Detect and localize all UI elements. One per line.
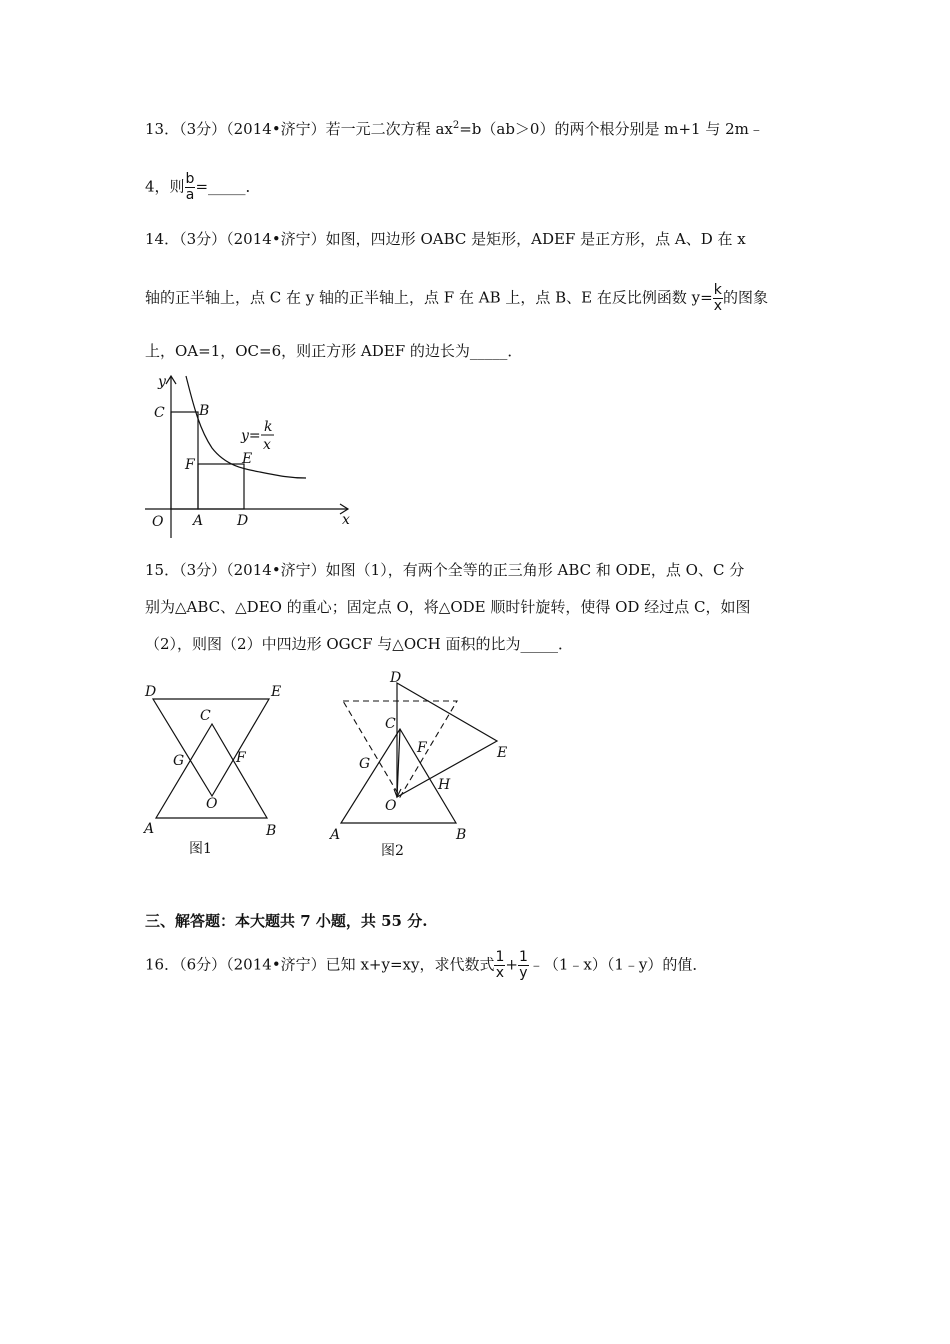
fig1-label-g: G xyxy=(173,753,185,769)
q14-line1 xyxy=(145,228,746,249)
q15-text-line1: 如图（1），有两个全等的正三角形 ABC 和 ODE，点 O、C 分 xyxy=(325,561,745,579)
q14-text-line1: 如图，四边形 OABC 是矩形，ADEF 是正方形，点 A、D 在 x xyxy=(325,230,746,248)
q16-f1-num: 1 xyxy=(495,949,505,965)
q13-end: ． xyxy=(245,177,261,196)
func-den: x xyxy=(263,437,271,453)
q16-score: （6分） xyxy=(179,955,227,974)
q15-text-line2: 别为△ABC、△DEO 的重心；固定点 O，将△ODE 顺时针旋转，使得 OD 经过点 C，如图 xyxy=(145,598,751,616)
q13-eq: = xyxy=(195,177,209,196)
section-heading: 三、解答题：本大题共 7 小题，共 55 分. xyxy=(145,912,428,930)
q15-blank: _____ xyxy=(520,635,558,653)
q14-line3 xyxy=(145,340,522,361)
q13-frac-den: a xyxy=(185,187,195,203)
q15-line1 xyxy=(145,559,744,580)
q14-end: ． xyxy=(507,342,523,360)
fig2-label-o: O xyxy=(385,798,397,814)
q15-text-line3: （2），则图（2）中四边形 OGCF 与△OCH 面积的比为 xyxy=(145,635,521,653)
q15-line3 xyxy=(145,633,573,654)
label-y: y xyxy=(158,374,166,390)
q13-line2-prefix: 4，则 xyxy=(145,177,185,196)
label-x: x xyxy=(342,512,350,528)
q13-text-a: 若一元二次方程 ax xyxy=(325,120,453,138)
q16-text-b: ﹣（1﹣x）（1﹣y）的值． xyxy=(528,955,708,974)
q16-line xyxy=(145,950,707,981)
square-adef xyxy=(198,464,244,509)
q14-fraction xyxy=(713,283,723,314)
label-e: E xyxy=(242,451,253,467)
q14-text-line2b: 的图象 xyxy=(722,288,768,307)
q14-text-line3: 上，OA=1，OC=6，则正方形 ADEF 的边长为 xyxy=(145,342,470,360)
q15-line2 xyxy=(145,596,750,617)
q15-number: 15． xyxy=(145,561,180,579)
label-a: A xyxy=(193,513,204,529)
q15-figure1 xyxy=(140,678,290,863)
q14-number: 14． xyxy=(145,230,180,248)
triangle-ode xyxy=(153,699,269,796)
fig1-label-f: F xyxy=(236,750,246,766)
q16-fraction-1 xyxy=(494,950,505,981)
q14-text-line2a: 轴的正半轴上，点 C 在 y 轴的正半轴上，点 F 在 AB 上，点 B、E 在反比例函数 y= xyxy=(145,288,713,307)
q13-line2 xyxy=(145,172,261,203)
q13-text-b: =b（ab＞0）的两个根分别是 m+1 与 2m﹣ xyxy=(459,120,764,138)
q13-fraction xyxy=(185,172,196,203)
fig2-label-c: C xyxy=(385,716,396,732)
q16-number: 16． xyxy=(145,955,180,974)
q13-number: 13． xyxy=(145,120,180,138)
fig2-label-h: H xyxy=(438,777,451,793)
fig1-caption: 图1 xyxy=(189,841,212,857)
q13-frac-num: b xyxy=(185,171,195,187)
q13-line1 xyxy=(145,118,764,139)
q15-figure2 xyxy=(325,665,520,865)
q14-frac-num: k xyxy=(713,282,722,298)
q14-frac-den: x xyxy=(713,298,722,314)
fig2-caption: 图2 xyxy=(381,843,404,859)
label-d: D xyxy=(237,513,249,529)
fig2-label-b: B xyxy=(456,827,467,843)
fig1-label-e: E xyxy=(271,684,282,700)
q13-score: （3分） xyxy=(179,120,227,138)
fig1-label-o: O xyxy=(206,796,218,812)
fig2-label-g: G xyxy=(359,756,371,772)
q16-f2-num: 1 xyxy=(518,949,528,965)
q16-f1-den: x xyxy=(495,965,505,981)
label-f: F xyxy=(185,457,195,473)
fig1-label-a: A xyxy=(144,821,155,837)
q16-f2-den: y xyxy=(519,965,528,981)
q14-line2 xyxy=(145,283,768,314)
q15-score: （3分） xyxy=(179,561,227,579)
func-prefix: y= xyxy=(241,428,261,444)
q14-source: （2014•济宁） xyxy=(226,230,326,248)
fig1-label-d: D xyxy=(145,684,157,700)
q16-plus: + xyxy=(505,955,518,974)
q14-figure xyxy=(140,368,360,543)
fig1-label-c: C xyxy=(200,708,211,724)
q14-score: （3分） xyxy=(179,230,227,248)
fig2-label-d: D xyxy=(390,670,402,686)
q15-end: ． xyxy=(557,635,573,653)
label-c: C xyxy=(154,405,165,421)
fig2-label-f: F xyxy=(417,740,427,756)
fig2-label-a: A xyxy=(330,827,341,843)
q16-source: （2014•济宁） xyxy=(226,955,326,974)
q13-blank: _____ xyxy=(208,177,246,196)
func-num: k xyxy=(264,419,273,435)
label-o: O xyxy=(152,514,164,530)
q13-source: （2014•济宁） xyxy=(226,120,326,138)
label-b: B xyxy=(199,403,210,419)
q16-text-a: 已知 x+y=xy，求代数式 xyxy=(325,955,495,974)
q16-fraction-2 xyxy=(518,950,529,981)
fig2-label-e: E xyxy=(497,745,508,761)
q14-blank: _____ xyxy=(469,342,508,360)
fig1-label-b: B xyxy=(266,823,277,839)
q15-source: （2014•济宁） xyxy=(226,561,326,579)
q13-exponent: 2 xyxy=(452,120,460,131)
